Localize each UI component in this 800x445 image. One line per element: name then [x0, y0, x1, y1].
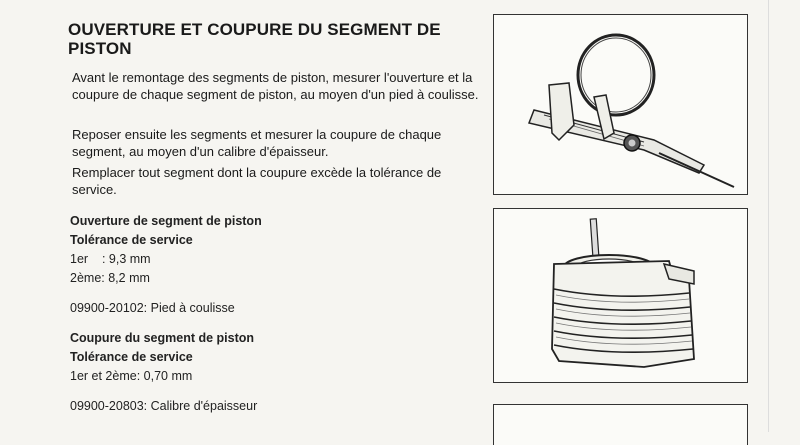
figure-cylinder-feeler	[493, 208, 748, 383]
page-margin-line	[768, 0, 769, 432]
opening-tolerance-label: Tolérance de service	[70, 233, 193, 247]
section-title-line1: OUVERTURE ET COUPURE DU SEGMENT DE	[68, 20, 441, 39]
opening-first-value: 1er : 9,3 mm	[70, 252, 151, 266]
paragraph-replace: Remplacer tout segment dont la coupure excède la tolérance de service.	[72, 165, 442, 197]
paragraph-measure-gap: Reposer ensuite les segments et mesurer la coupure de chaque segment, au moyen d'un calibre d'épaisseur.	[72, 127, 442, 159]
gap-value: 1er et 2ème: 0,70 mm	[70, 369, 193, 383]
paragraph-measure-opening: Avant le remontage des segments de piston, mesurer l'ouverture et la coupure de chaque segment de piston, au moyen d'un pied à coulisse.	[72, 70, 479, 102]
partial-figure-icon	[494, 405, 747, 445]
opening-spec-heading: Ouverture de segment de piston	[70, 214, 262, 228]
opening-second-value: 2ème: 8,2 mm	[70, 271, 150, 285]
opening-tool-ref: 09900-20102: Pied à coulisse	[70, 301, 235, 315]
gap-spec-heading: Coupure du segment de piston	[70, 331, 255, 345]
caliper-ring-icon	[494, 15, 747, 194]
gap-tolerance-label: Tolérance de service	[70, 350, 193, 364]
section-title	[68, 20, 488, 58]
figure-caliper-ring	[493, 14, 748, 195]
figure-partial	[493, 404, 748, 445]
gap-tool-ref: 09900-20803: Calibre d'épaisseur	[70, 399, 258, 413]
cylinder-feeler-icon	[494, 209, 747, 382]
section-title-line2: PISTON	[68, 39, 132, 58]
